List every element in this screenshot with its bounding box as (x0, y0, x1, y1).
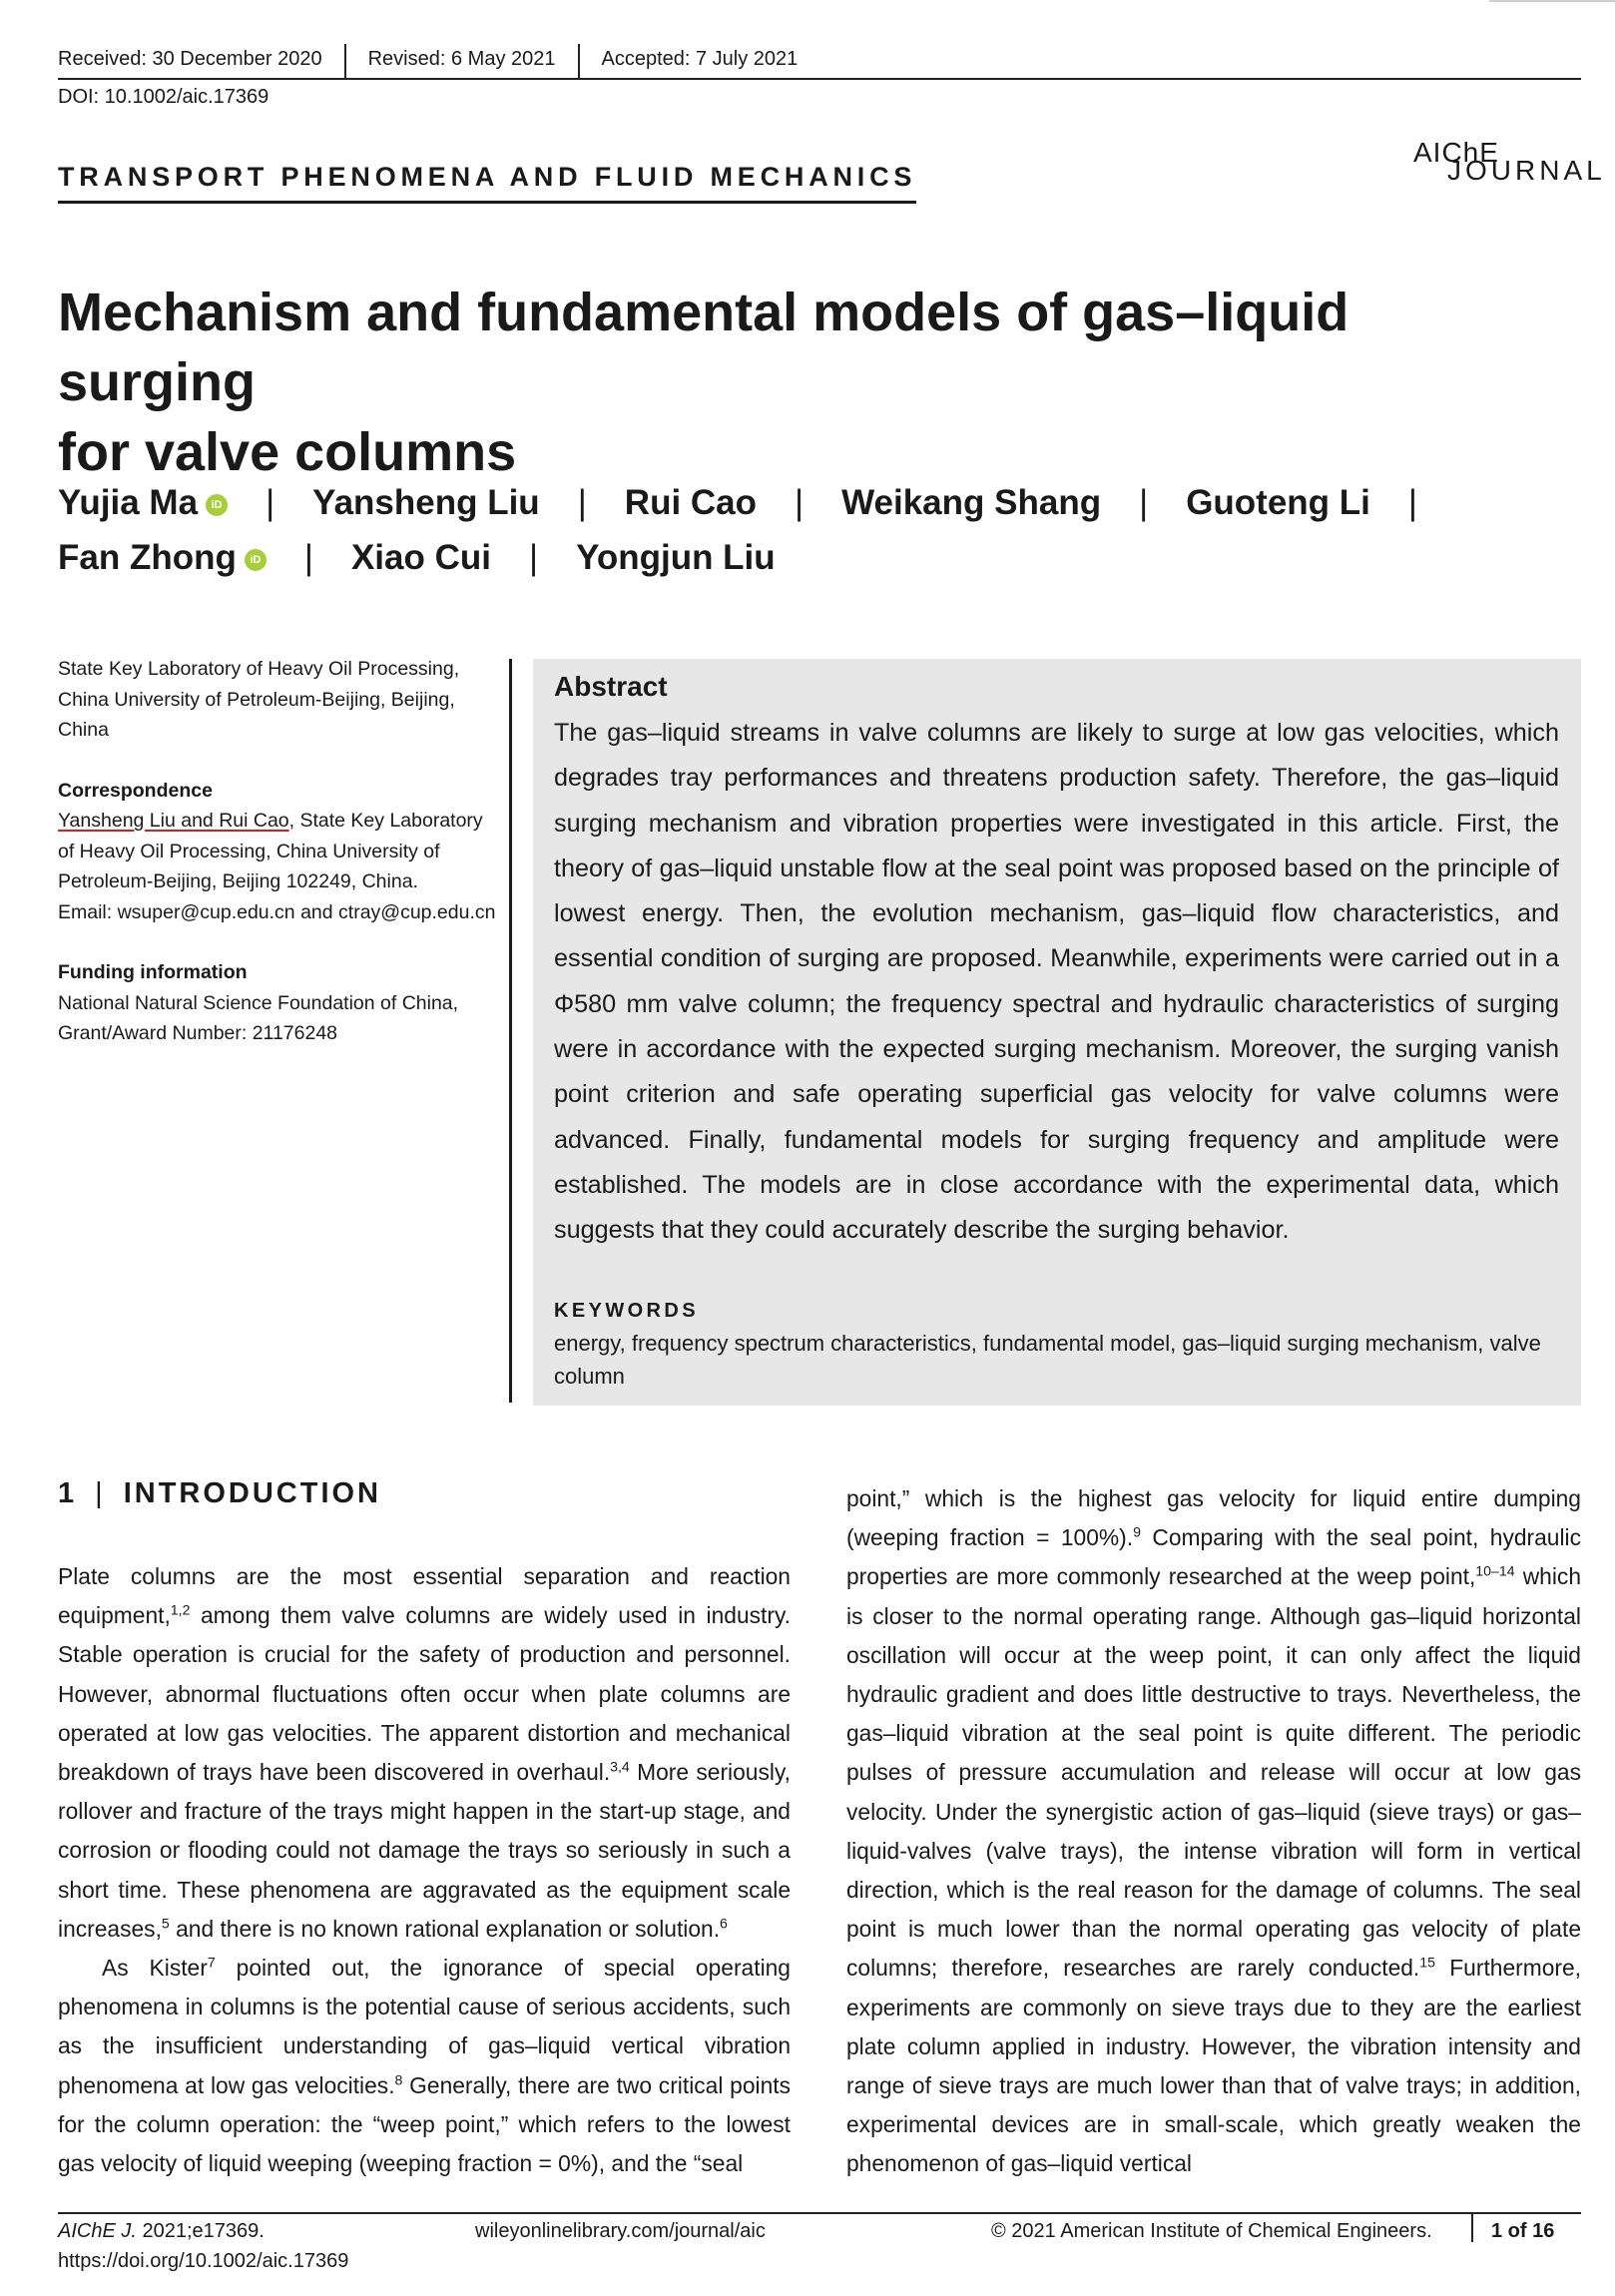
section-category: TRANSPORT PHENOMENA AND FLUID MECHANICS (58, 162, 916, 204)
title-line-2: for valve columns (58, 422, 517, 482)
correspondence-heading: Correspondence (58, 779, 213, 802)
author[interactable]: Weikang Shang (841, 483, 1102, 522)
citation-ref[interactable]: 15 (1419, 1954, 1435, 1971)
funding-text: National Natural Science Foundation of China, Grant/Award Number: 21176248 (58, 991, 459, 1044)
author[interactable]: Guoteng Li (1186, 483, 1370, 522)
footer-citation: AIChE J. 2021;e17369. (58, 2220, 265, 2242)
intro-paragraph-2-continued: point,” which is the highest gas velocity for liquid entire dumping (weeping fraction = 100%).$^9$ Comparing with the seal point, hydraulic properties are more commonly researched at the weep point,$^{10-14}$ which is closer to the normal operating range. Although gas–liquid horizontal oscillation will occur at the weep point, it can only affect the liquid hydraulic gradient and does little destructive to trays. Nevertheless, the gas–liquid vibration at the seal point is quite different. The periodic pulses of pressure accumulation and release will occur at low gas velocity. Under the synergistic action of gas–liquid (sieve trays) or gas–liquid-valves (valve trays), the intense vibration will form in vertical direction, which is the real reason for the damage of columns. The seal point is much lower than the normal operating gas velocity of plate columns; therefore, researches are rarely conducted.$^{15}$ Furthermore, experiments are commonly on sieve trays due to they are the earliest plate column applied in industry. However, the vibration intensity and range of sieve trays are much lower than that of valve trays; in addition, experimental devices are in small-scale, which greatly weaken the phenomenon of gas–liquid vertical (846, 1485, 1582, 2177)
title-line-1: Mechanism and fundamental models of gas–liquid surging (58, 283, 1349, 412)
author[interactable]: Rui Cao (624, 483, 758, 522)
author-separator: | (1407, 483, 1417, 522)
author-separator: | (303, 538, 313, 577)
column-divider (509, 659, 512, 1403)
author[interactable]: Fan Zhong iD (58, 538, 267, 577)
citation-ref[interactable]: 6 (720, 1915, 728, 1932)
keywords-heading: KEYWORDS (554, 1299, 699, 1322)
footer-copyright: © 2021 American Institute of Chemical Engineers. (991, 2220, 1432, 2242)
correspondence-text: Yansheng Liu and Rui Cao, State Key Laboratory of Heavy Oil Processing, China University of Petroleum-Beijing, Beijing 102249, China. (58, 810, 483, 892)
citation-ref[interactable]: 3,4 (610, 1758, 630, 1775)
author[interactable]: Yansheng Liu (312, 483, 540, 522)
journal-logo (1407, 135, 1606, 195)
correspondence-names[interactable]: Yansheng Liu and Rui Cao (58, 810, 289, 832)
author-separator: | (266, 483, 275, 522)
journal-logo-line2: JOURNAL (1447, 155, 1606, 186)
citation-ref[interactable]: 10–14 (1475, 1562, 1515, 1579)
author-list (58, 475, 1555, 585)
author-separator: | (795, 483, 805, 522)
abstract-box (533, 659, 1581, 1406)
abstract-text: The gas–liquid streams in valve columns are likely to surge at low gas velocities, which degrades tray performances and threatens production safety. Therefore, the gas–liquid surging mechanism and vibration properties were investigated in this article. First, the theory of gas–liquid unstable flow at the seal point was proposed based on the principle of lowest energy. Then, the evolution mechanism, gas–liquid flow characteristics, and essential condition of surging are proposed. Meanwhile, experiments were carried out in a Φ580 mm valve column; the frequency spectral and hydraulic characteristics of surging were in accordance with the expected surging mechanism. Moreover, the surging vanish point criterion and safe operating superficial gas velocity for valve columns were advanced. Finally, fundamental models for surging frequency and amplitude were established. The models are in close accordance with the experimental data, which suggests that they could accurately describe the surging behavior. (554, 719, 1559, 1245)
intro-paragraph-2: As Kister$^7$ pointed out, the ignorance of special operating phenomena in columns is the potential cause of serious accidents, such as the insufficient understanding of gas–liquid vertical vibration phenomena at low gas velocities.$^8$ Generally, there are two critical points for the column operation: the “weep point,” which refers to the lowest gas velocity of liquid weeping (weeping fraction = 0%), and the “seal (58, 1954, 791, 2177)
received-date: Received: 30 December 2020 (58, 48, 322, 70)
citation-ref[interactable]: 8 (394, 2071, 403, 2088)
revised-date: Revised: 6 May 2021 (367, 48, 556, 70)
author[interactable]: Xiao Cui (350, 538, 491, 577)
footer-divider (1471, 2212, 1473, 2242)
doi-line: DOI: 10.1002/aic.17369 (58, 86, 269, 108)
affiliation-column (58, 654, 499, 1049)
author[interactable]: Yujia Ma iD (58, 483, 228, 522)
author-separator: | (528, 538, 539, 577)
correspondence-email[interactable]: Email: wsuper@cup.edu.cn and ctray@cup.edu.cn (58, 900, 496, 923)
author-line-1 (58, 475, 1555, 530)
body-column-right (846, 1479, 1581, 2184)
abstract-heading: Abstract (554, 671, 668, 702)
citation-ref[interactable]: 7 (207, 1954, 216, 1971)
funding-heading: Funding information (58, 961, 248, 983)
footer-doi-link[interactable]: https://doi.org/10.1002/aic.17369 (58, 2250, 349, 2272)
author[interactable]: Yongjun Liu (576, 538, 776, 577)
footer-journal-url[interactable]: wileyonlinelibrary.com/journal/aic (475, 2220, 766, 2242)
page-number: 1 of 16 (1491, 2220, 1555, 2242)
section-heading-introduction: 1 | INTRODUCTION (58, 1477, 382, 1509)
author-separator: | (1139, 483, 1149, 522)
citation-ref[interactable]: 1,2 (170, 1601, 191, 1618)
history-dates (58, 44, 1581, 80)
paper-title (58, 278, 1555, 487)
journal-logo-line1: AIChE (1413, 137, 1499, 168)
keywords-text: energy, frequency spectrum characteristics, fundamental model, gas–liquid surging mechanism, valve column (554, 1330, 1541, 1389)
affiliation-text: State Key Laboratory of Heavy Oil Processing, China University of Petroleum-Beijing, Beijing, China (58, 658, 460, 741)
citation-ref[interactable]: 5 (161, 1915, 170, 1932)
footer-rule (58, 2212, 1581, 2214)
author-line-2 (58, 530, 1555, 585)
accepted-date: Accepted: 7 July 2021 (601, 48, 799, 70)
body-column-left (58, 1557, 791, 2183)
citation-ref[interactable]: 9 (1133, 1523, 1141, 1540)
author-separator: | (577, 483, 587, 522)
orcid-icon[interactable]: iD (206, 494, 228, 516)
intro-paragraph-1: Plate columns are the most essential separation and reaction equipment,$^{1,2}$ among them valve columns are widely used in industry. Stable operation is crucial for the safety of production and personnel. However, abnormal fluctuations often occur when plate columns are operated at low gas velocities. The apparent distortion and mechanical breakdown of trays have been discovered in overhaul.$^{3,4}$ More seriously, rollover and fracture of the trays might happen in the start-up stage, and corrosion or flooding could not damage the trays so seriously in such a short time. These phenomena are aggravated as the equipment scale increases,$^5$ and there is no known rational explanation or solution.$^6$ (58, 1563, 791, 1942)
top-edge-rule (1489, 0, 1615, 2)
orcid-icon[interactable]: iD (245, 549, 267, 571)
